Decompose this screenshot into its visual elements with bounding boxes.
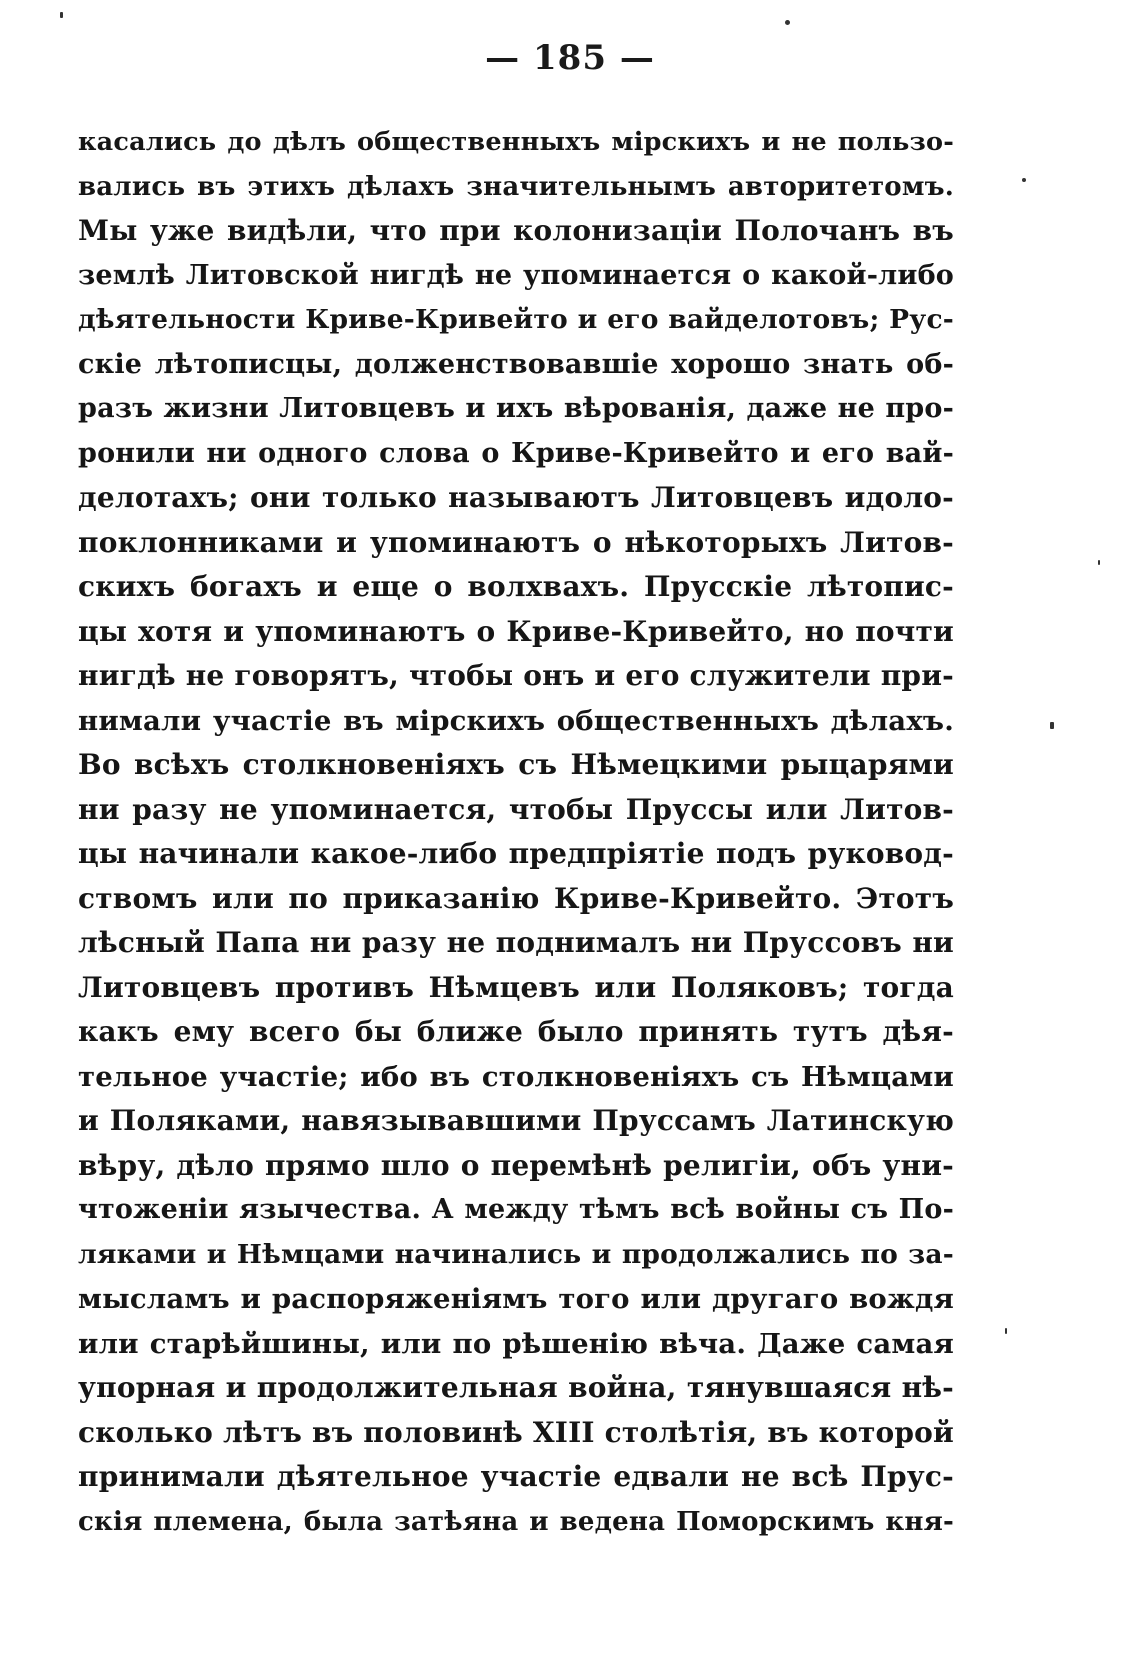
text-line: Во всѣхъ столкновеніяхъ съ Нѣмецкими рыцарями — [78, 748, 954, 781]
text-line: ляками и Нѣмцами начинались и продолжались по за- — [78, 1238, 954, 1270]
text-line: и Поляками, навязывавшими Пруссамъ Латинскую — [78, 1104, 954, 1137]
text-line: вѣру, дѣло прямо шло о перемѣнѣ религіи, объ уни- — [78, 1148, 954, 1182]
text-line: цы хотя и упоминаютъ о Криве-Кривейто, но почти — [78, 614, 954, 648]
text-line: поклонниками и упоминаютъ о нѣкоторыхъ Литов- — [78, 525, 954, 559]
text-line: касались до дѣлъ общественныхъ мірскихъ и не пользо- — [78, 127, 954, 157]
page-number: — 185 — — [485, 38, 655, 78]
text-line: ни разу не упоминается, чтобы Пруссы или Литов- — [78, 792, 954, 826]
text-line: Литовцевъ противъ Нѣмцевъ или Поляковъ; тогда — [78, 970, 954, 1004]
text-line: скіе лѣтописцы, долженствовавшіе хорошо знать об- — [78, 348, 954, 380]
text-line: цы начинали какое-либо предпріятіе подъ руковод- — [78, 837, 954, 870]
scan-speck — [1098, 560, 1100, 565]
text-line: тельное участіе; ибо въ столкновеніяхъ съ Нѣмцами — [78, 1060, 954, 1093]
scan-speck — [60, 12, 63, 18]
text-line: разъ жизни Литовцевъ и ихъ вѣрованія, даже не про- — [78, 393, 954, 424]
scan-speck — [785, 20, 790, 25]
scan-speck — [1050, 722, 1054, 729]
text-line: нигдѣ не говорятъ, чтобы онъ и его служители при- — [78, 659, 954, 692]
text-line: ронили ни одного слова о Криве-Кривейто и его вай- — [78, 437, 954, 469]
text-line: скихъ богахъ и еще о волхвахъ. Прусскіе лѣтопис- — [78, 570, 954, 603]
text-line: принимали дѣятельное участіе едвали не всѣ Прус- — [78, 1460, 954, 1493]
text-line: упорная и продолжительная война, тянувшаяся нѣ- — [78, 1371, 954, 1404]
text-line: Мы уже видѣли, что при колонизаціи Полочанъ въ — [78, 214, 954, 247]
text-line: чтоженіи язычества. А между тѣмъ всѣ войны съ По- — [78, 1194, 954, 1225]
scan-speck — [1005, 1328, 1007, 1334]
text-line: сколько лѣтъ въ половинѣ XIII столѣтія, въ которой — [78, 1415, 954, 1449]
body-text — [78, 120, 954, 1544]
text-line: дѣятельности Криве-Кривейто и его вайделотовъ; Рус- — [78, 304, 954, 335]
text-line: скія племена, была затѣяна и ведена Поморскимъ кня- — [78, 1506, 954, 1537]
text-line: мысламъ и распоряженіямъ того или другаго вождя — [78, 1283, 954, 1315]
text-line: землѣ Литовской нигдѣ не упоминается о какой-либо — [78, 259, 954, 291]
text-line: вались въ этихъ дѣлахъ значительнымъ авторитетомъ. — [78, 171, 954, 202]
text-line: какъ ему всего бы ближе было принять тутъ дѣя- — [78, 1015, 954, 1048]
scan-speck — [1022, 178, 1026, 182]
text-line: ствомъ или по приказанію Криве-Кривейто. Этотъ — [78, 881, 954, 915]
text-line: лѣсный Папа ни разу не поднималъ ни Пруссовъ ни — [78, 926, 954, 959]
text-line: делотахъ; они только называютъ Литовцевъ идоло- — [78, 481, 954, 514]
text-line: нимали участіе въ мірскихъ общественныхъ дѣлахъ. — [78, 704, 954, 737]
text-line: или старѣйшины, или по рѣшенію вѣча. Даже самая — [78, 1327, 954, 1360]
